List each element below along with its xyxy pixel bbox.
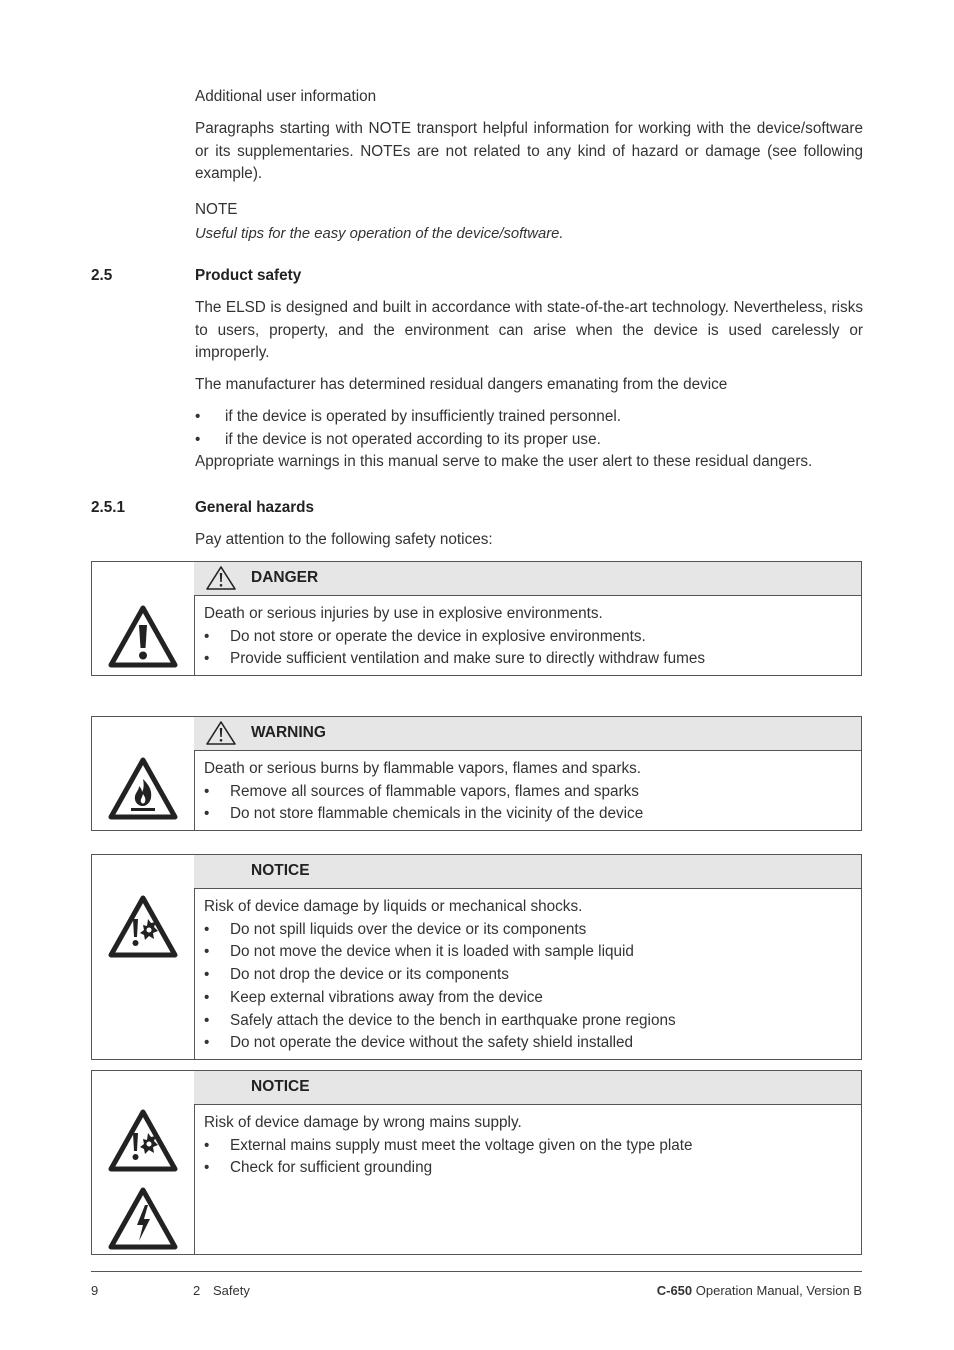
list-item: • External mains supply must meet the voltage given on the type plate [204, 1135, 851, 1158]
list-item: • Do not operate the device without the safety shield installed [204, 1032, 851, 1055]
notice-label: NOTICE [251, 1078, 310, 1095]
residual-dangers-paragraph: The manufacturer has determined residual dangers emanating from the device [195, 376, 728, 393]
notice-label: NOTICE [251, 862, 310, 879]
notice-liquids-shocks [91, 854, 862, 1060]
list-item: • if the device is operated by insufficiently trained personnel. [195, 406, 621, 429]
notice-header [194, 855, 861, 889]
notice-icon-column [92, 1071, 195, 1254]
notice-text: Risk of device damage by liquids or mechanical shocks. [204, 898, 583, 915]
section-number: 2.5 [91, 267, 113, 284]
notice-body [204, 896, 851, 1055]
notice-mains-supply [91, 1070, 862, 1255]
notice-icon-column [92, 717, 195, 830]
list-item: • Keep external vibrations away from the device [204, 987, 851, 1010]
page-number: 9 [91, 1283, 99, 1298]
subsection-number: 2.5.1 [91, 499, 126, 516]
chapter-title: Safety [213, 1283, 250, 1298]
list-item: • Remove all sources of flammable vapors, flames and sparks [204, 781, 851, 804]
general-warning-icon [108, 605, 178, 669]
notice-body [204, 758, 851, 826]
subsection-title: General hazards [195, 499, 315, 516]
footer-divider [91, 1271, 862, 1272]
list-item: • Do not drop the device or its components [204, 964, 851, 987]
list-item: • if the device is not operated according to its proper use. [195, 429, 621, 452]
warning-triangle-icon [205, 720, 237, 746]
list-item: • Check for sufficient grounding [204, 1157, 851, 1180]
notice-body [204, 1112, 851, 1180]
manual-title: Operation Manual, Version B [695, 1283, 862, 1298]
notice-text: Death or serious injuries by use in explosive environments. [204, 605, 603, 622]
list-item: • Do not spill liquids over the device or its components [204, 919, 851, 942]
warnings-paragraph: Appropriate warnings in this manual serve to make the user alert to these residual dangers. [195, 453, 813, 470]
notice-header [194, 1071, 861, 1105]
flammable-icon [108, 757, 178, 821]
list-item: • Provide sufficient ventilation and make sure to directly withdraw fumes [204, 648, 851, 671]
additional-info-heading: Additional user information [195, 88, 377, 105]
warning-triangle-icon [205, 565, 237, 591]
list-item: • Do not store flammable chemicals in the vicinity of the device [204, 803, 851, 826]
product-safety-paragraph: The ELSD is designed and built in accordance with state-of-the-art technology. Nevertheless, risks to users, property, and the environment can arise when the device is used carelessly or improperly. [195, 299, 863, 361]
residual-dangers-list [195, 406, 621, 451]
safety-notices-intro: Pay attention to the following safety notices: [195, 531, 493, 548]
notice-body [204, 603, 851, 671]
list-item: • Do not store or operate the device in explosive environments. [204, 626, 851, 649]
notice-text: Death or serious burns by flammable vapors, flames and sparks. [204, 760, 642, 777]
notice-header [194, 562, 861, 596]
notice-icon-column [92, 562, 195, 675]
notice-label: DANGER [251, 569, 319, 586]
list-item: • Safely attach the device to the bench in earthquake prone regions [204, 1010, 851, 1033]
note-label: NOTE [195, 201, 238, 218]
note-explanation-paragraph: Paragraphs starting with NOTE transport helpful information for working with the device/software or its supplementaries. NOTEs are not related to any kind of hazard or damage (see following example). [195, 120, 863, 182]
notice-label: WARNING [251, 724, 326, 741]
warning-notice [91, 716, 862, 831]
list-item: • Do not move the device when it is loaded with sample liquid [204, 941, 851, 964]
device-damage-icon [108, 1109, 178, 1173]
electrical-hazard-icon [108, 1187, 178, 1251]
danger-notice [91, 561, 862, 676]
section-title: Product safety [195, 267, 302, 284]
product-name: C-650 [656, 1283, 693, 1298]
notice-header [194, 717, 861, 751]
device-damage-icon [108, 895, 178, 959]
notice-text: Risk of device damage by wrong mains supply. [204, 1114, 522, 1131]
notice-icon-column [92, 855, 195, 1059]
note-text: Useful tips for the easy operation of the device/software. [195, 226, 564, 242]
chapter-number: 2 [193, 1283, 201, 1298]
manual-reference [657, 1283, 862, 1298]
